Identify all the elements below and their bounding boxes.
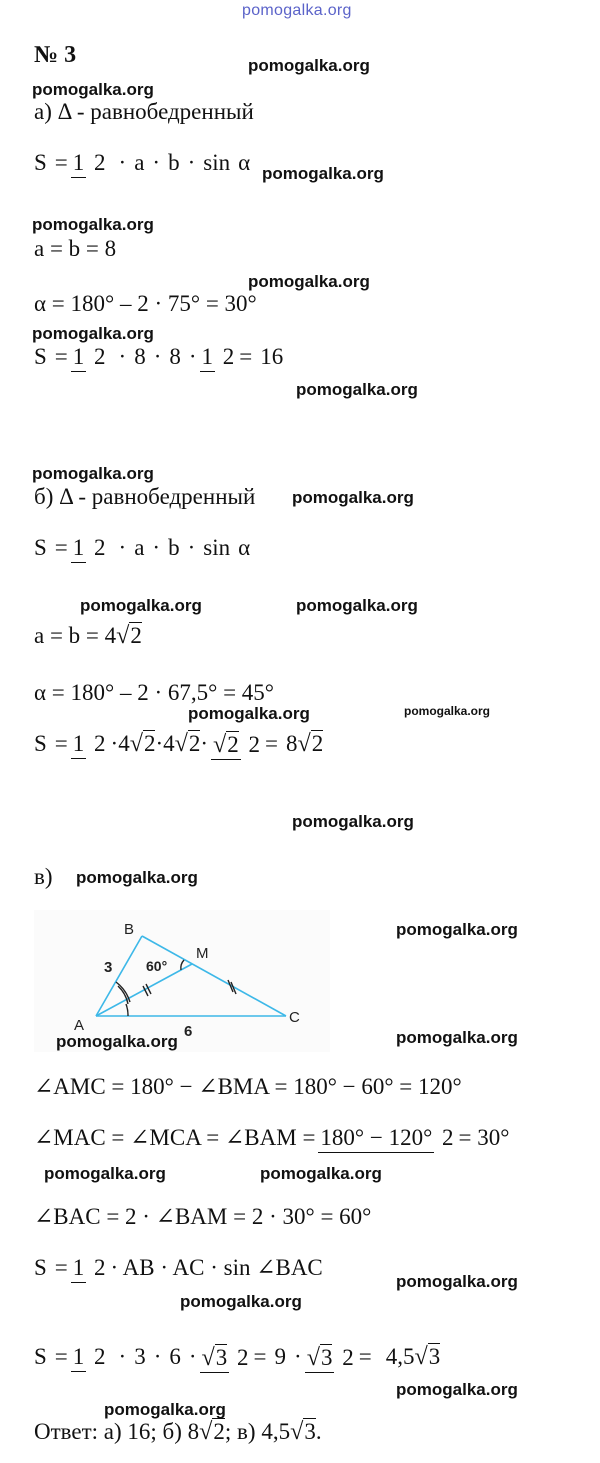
sin: sin — [203, 535, 231, 560]
part-b-area-formula — [34, 535, 250, 561]
formula-s: S — [34, 1255, 47, 1280]
angle-amc-line: ∠AMC = 180° − ∠BMA = 180° − 60° = 120° — [34, 1074, 462, 1099]
var-b: b — [168, 535, 180, 560]
fraction-half — [71, 732, 108, 756]
sqrt-value: 2 — [130, 623, 142, 648]
formula-eq: = — [54, 1255, 68, 1280]
fraction-num: √ 3 — [201, 1343, 228, 1371]
dot: · — [188, 1344, 197, 1369]
vertex-c-label: C — [289, 1009, 300, 1026]
mac-lhs: ∠MAC = ∠MCA = ∠BAM = — [34, 1125, 316, 1150]
sqrt: √2 — [174, 730, 201, 757]
side-ac-length: 6 — [184, 1023, 193, 1040]
dot: · — [188, 344, 197, 369]
calc-eq: = — [54, 1344, 68, 1369]
sqrt-value: 2 — [143, 731, 156, 756]
watermark: pomogalka.org — [32, 80, 154, 99]
ac-value: 6 — [169, 1344, 181, 1369]
sqrt: √2 — [116, 622, 142, 649]
calc-s: S — [34, 731, 47, 756]
fraction-num: 1 — [71, 344, 87, 372]
answer-line — [34, 1418, 322, 1446]
part-b-area-calc — [34, 730, 323, 758]
coef: 4 — [163, 731, 175, 756]
dot: · — [152, 150, 161, 175]
fraction-num: √ 3 — [306, 1343, 333, 1371]
part-a-angle: α = 180° – 2 · 75° = 30° — [34, 291, 257, 316]
fraction-den: 2 — [94, 149, 106, 175]
fraction-sqrt2-over-2 — [211, 731, 262, 757]
fraction-sqrt3-over-2 — [200, 1344, 251, 1370]
part-c-area-formula — [34, 1255, 323, 1281]
dot: · — [294, 1344, 302, 1369]
mac-rhs: = 30° — [458, 1125, 510, 1150]
side-value: 8 — [134, 344, 146, 369]
watermark: pomogalka.org — [104, 1400, 226, 1419]
sqrt-value: 2 — [227, 731, 239, 757]
watermark: pomogalka.org — [296, 380, 418, 399]
formula-rest: · AB · AC · sin ∠BAC — [110, 1255, 323, 1280]
alpha: α — [238, 150, 251, 175]
sqrt-value: 2 — [311, 731, 324, 756]
watermark: pomogalka.org — [180, 1292, 302, 1311]
fraction-half — [71, 151, 108, 175]
watermark: pomogalka.org — [188, 704, 310, 723]
watermark: pomogalka.org — [396, 1272, 518, 1291]
fraction-num: √ 2 — [213, 730, 239, 758]
fraction-den: 2 — [248, 731, 261, 757]
answer-prefix: Ответ: а) 16; б) 8 — [34, 1419, 200, 1444]
side-bc-line — [142, 936, 286, 1016]
dot: · — [187, 535, 196, 560]
answer-end: . — [315, 1419, 322, 1444]
fraction-num: 1 — [71, 1255, 87, 1283]
formula-s: S — [34, 150, 47, 175]
alpha: α — [238, 535, 251, 560]
calc-eq: = — [239, 344, 253, 369]
watermark: pomogalka.org — [404, 704, 491, 718]
calc-s: S — [34, 344, 47, 369]
ab-value: 3 — [134, 1344, 146, 1369]
sqrt: √2 — [129, 730, 156, 757]
sqrt-value: 3 — [320, 1344, 333, 1370]
fraction-den: 2 — [94, 534, 106, 560]
watermark: pomogalka.org — [292, 812, 414, 831]
part-b-heading: б) Δ - равнобедренный — [34, 484, 256, 509]
side-ab-length: 3 — [104, 959, 113, 976]
fraction-den: 2 — [94, 730, 106, 756]
dot: · — [152, 535, 161, 560]
vertex-a-label: A — [74, 1017, 85, 1034]
watermark: pomogalka.org — [292, 488, 414, 507]
side-value: 8 — [169, 344, 181, 369]
fraction-sqrt3-over-2 — [305, 1344, 356, 1370]
fraction-angle — [318, 1126, 455, 1150]
coef: 4 — [118, 731, 130, 756]
calc-s: S — [34, 1344, 47, 1369]
dot: · — [153, 1344, 162, 1369]
part-b-sides — [34, 622, 142, 650]
dot: · — [118, 535, 127, 560]
var-b: b — [168, 150, 180, 175]
formula-eq: = — [54, 535, 68, 560]
watermark: pomogalka.org — [260, 1164, 382, 1183]
sqrt-value: 3 — [428, 1344, 441, 1369]
triangle-diagram — [34, 910, 330, 1052]
fraction-half — [71, 345, 108, 369]
watermark: pomogalka.org — [248, 272, 370, 291]
top-watermark[interactable]: pomogalka.org — [242, 2, 352, 19]
watermark: pomogalka.org — [56, 1032, 178, 1051]
var-a: a — [134, 150, 145, 175]
watermark: pomogalka.org — [32, 215, 154, 234]
dot: · — [200, 731, 209, 756]
sqrt-value: 2 — [188, 731, 201, 756]
result-coef: 8 — [286, 731, 298, 756]
watermark: pomogalka.org — [262, 164, 384, 183]
angle-bac-line: ∠BAC = 2 · ∠BAM = 2 · 30° = 60° — [34, 1204, 372, 1229]
sqrt: √3 — [290, 1418, 316, 1445]
part-a-sides: a = b = 8 — [34, 236, 117, 261]
watermark: pomogalka.org — [80, 596, 202, 615]
fraction-den: 2 — [222, 343, 235, 369]
fraction-num: 1 — [71, 1344, 87, 1372]
fraction-num: 1 — [71, 535, 87, 563]
watermark: pomogalka.org — [248, 56, 370, 75]
result-coef: 4,5 — [385, 1344, 415, 1369]
part-c-heading: в) — [34, 864, 53, 889]
fraction-den: 2 — [237, 1344, 249, 1370]
dot: · — [155, 731, 164, 756]
var-a: a — [134, 535, 145, 560]
fraction-num: 1 — [71, 150, 87, 178]
fraction-half — [71, 1345, 108, 1369]
watermark: pomogalka.org — [396, 920, 518, 939]
part-b-angle: α = 180° – 2 · 67,5° = 45° — [34, 680, 274, 705]
watermark: pomogalka.org — [396, 1028, 518, 1047]
fraction-num: 1 — [200, 344, 216, 372]
fraction-den: 2 — [342, 1344, 354, 1370]
vertex-m-label: M — [196, 945, 209, 962]
watermark: pomogalka.org — [396, 1380, 518, 1399]
dot: · — [110, 731, 119, 756]
fraction-den: 2 — [442, 1124, 454, 1150]
fraction-half — [71, 1256, 108, 1280]
formula-s: S — [34, 535, 47, 560]
fraction-den: 2 — [94, 343, 106, 369]
watermark: pomogalka.org — [44, 1164, 166, 1183]
dot: · — [118, 1344, 127, 1369]
watermark: pomogalka.org — [32, 324, 154, 343]
part-a-heading: а) Δ - равнобедренный — [34, 99, 254, 124]
fraction-den: 2 — [94, 1254, 106, 1280]
fraction-den: 2 — [94, 1343, 106, 1369]
watermark: pomogalka.org — [32, 464, 154, 483]
calc-eq: = — [253, 1344, 267, 1369]
angle-a-arc-lower — [126, 1004, 128, 1016]
dot: · — [153, 344, 162, 369]
watermark: pomogalka.org — [76, 868, 198, 887]
calc-eq: = — [54, 344, 68, 369]
formula-eq: = — [54, 150, 68, 175]
sqrt-value: 3 — [215, 1344, 228, 1370]
part-a-result: 16 — [260, 344, 284, 369]
triangle-figure — [34, 910, 330, 1052]
sin: sin — [203, 150, 231, 175]
sqrt: √2 — [297, 730, 324, 757]
dot: · — [118, 344, 127, 369]
vertex-b-label: B — [124, 921, 135, 938]
answer-mid: ; в) 4,5 — [224, 1419, 291, 1444]
watermark: pomogalka.org — [296, 596, 418, 615]
sqrt-value: 2 — [213, 1419, 225, 1444]
sqrt: √2 — [199, 1418, 225, 1445]
part-a-area-formula — [34, 150, 250, 176]
angle-mac-line — [34, 1125, 509, 1151]
part-c-area-calc — [34, 1343, 440, 1371]
fraction-half — [71, 536, 108, 560]
problem-title: № 3 — [34, 42, 77, 68]
nine: 9 — [274, 1344, 287, 1369]
fraction-num: 1 — [71, 731, 87, 759]
fraction-half — [200, 345, 237, 369]
calc-eq: = — [358, 1344, 372, 1369]
sides-lhs: a = b = 4 — [34, 623, 117, 648]
sqrt: √3 — [414, 1343, 441, 1370]
dot: · — [187, 150, 196, 175]
angle-label: 60° — [146, 958, 168, 974]
sqrt-value: 3 — [304, 1419, 316, 1444]
dot: · — [118, 150, 127, 175]
calc-eq: = — [265, 731, 279, 756]
fraction-num: 180° − 120° — [318, 1125, 434, 1153]
calc-eq: = — [54, 731, 68, 756]
part-a-area-calc — [34, 344, 283, 370]
